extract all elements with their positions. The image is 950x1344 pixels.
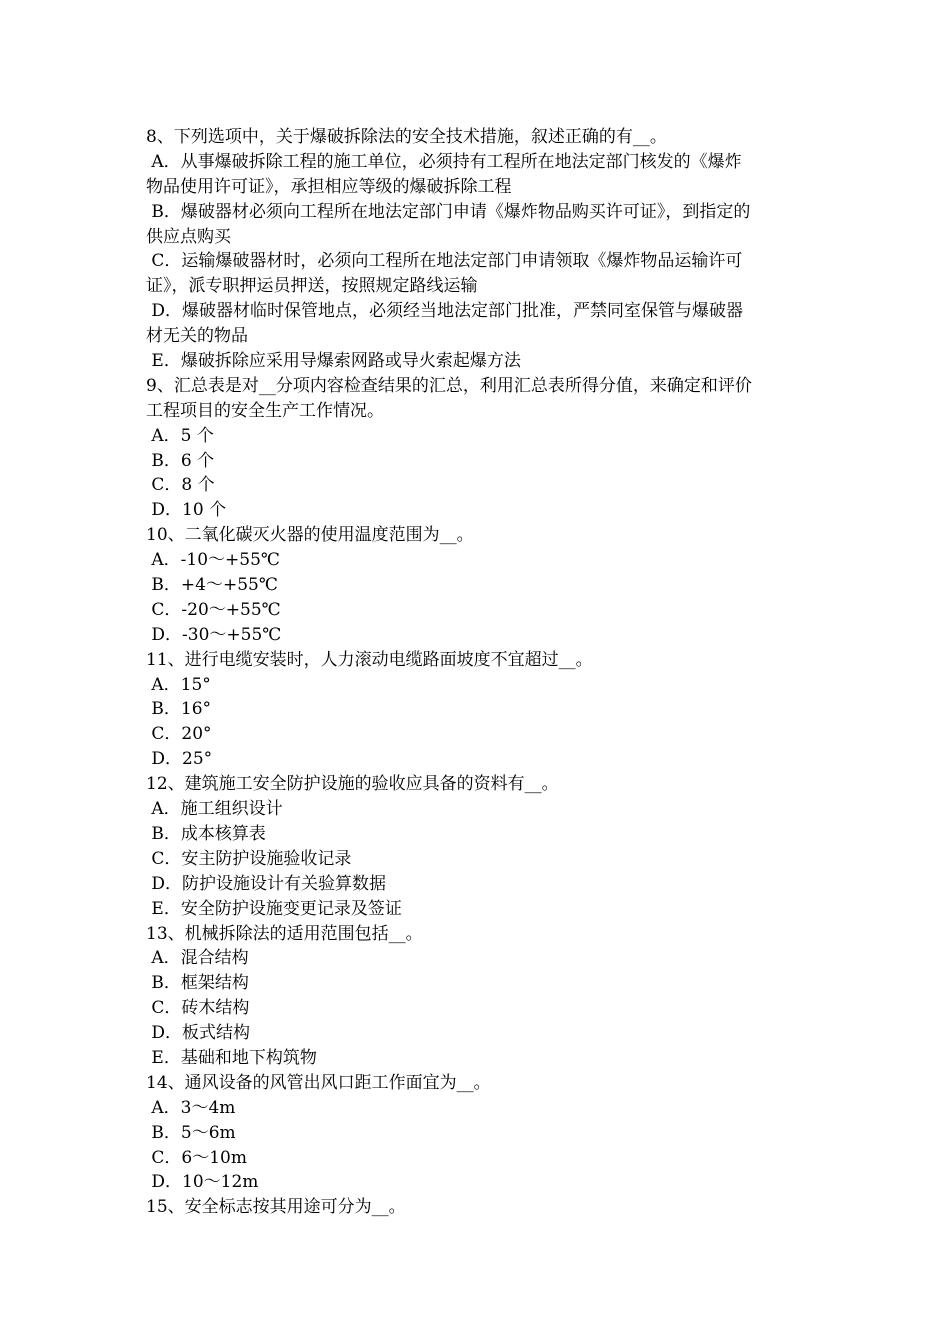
option-8d-cont: 材无关的物品: [146, 326, 248, 347]
question-12-stem: 12、建筑施工安全防护设施的验收应具备的资料有__。: [146, 774, 559, 795]
option-12d: D．防护设施设计有关验算数据: [146, 873, 387, 894]
option-11c: C．20°: [146, 724, 212, 745]
option-14d: D．10～12m: [146, 1172, 259, 1193]
option-8c: C．运输爆破器材时，必须向工程所在地法定部门申请领取《爆炸物品运输许可: [146, 251, 743, 272]
option-9d: D．10 个: [146, 500, 227, 521]
option-10b: B．+4～+55℃: [146, 575, 278, 596]
option-12b: B．成本核算表: [146, 823, 266, 844]
option-11d: D．25°: [146, 749, 213, 770]
option-12c: C．安主防护设施验收记录: [146, 848, 352, 869]
option-13e: E．基础和地下构筑物: [146, 1047, 317, 1068]
option-8a-cont: 物品使用许可证》，承担相应等级的爆破拆除工程: [146, 176, 512, 197]
question-9-stem-cont: 工程项目的安全生产工作情况。: [146, 400, 384, 421]
question-15-stem: 15、安全标志按其用途可分为__。: [146, 1197, 406, 1218]
option-8b: B．爆破器材必须向工程所在地法定部门申请《爆炸物品购买许可证》，到指定的: [146, 201, 751, 222]
option-10c: C．-20～+55℃: [146, 599, 281, 620]
option-13b: B．框架结构: [146, 973, 249, 994]
option-14c: C．6～10m: [146, 1147, 247, 1168]
question-9-stem: 9、汇总表是对__分项内容检查结果的汇总，利用汇总表所得分值，来确定和评价: [146, 375, 752, 396]
question-11-stem: 11、进行电缆安装时，人力滚动电缆路面坡度不宜超过__。: [146, 649, 593, 670]
option-13d: D．板式结构: [146, 1023, 251, 1044]
option-13c: C．砖木结构: [146, 998, 250, 1019]
question-10-stem: 10、二氧化碳灭火器的使用温度范围为__。: [146, 525, 474, 546]
option-13a: A．混合结构: [146, 948, 249, 969]
option-11a: A．15°: [146, 674, 211, 695]
question-text-block: [146, 125, 811, 1220]
question-14-stem: 14、通风设备的风管出风口距工作面宜为__。: [146, 1072, 491, 1093]
option-9b: B．6 个: [146, 450, 215, 471]
option-9a: A．5 个: [146, 425, 214, 446]
option-14a: A．3～4m: [146, 1097, 236, 1118]
option-10a: A．-10～+55℃: [146, 550, 280, 571]
option-8d: D．爆破器材临时保管地点，必须经当地法定部门批准，严禁同室保管与爆破器: [146, 301, 744, 322]
option-8a: A．从事爆破拆除工程的施工单位，必须持有工程所在地法定部门核发的《爆炸: [146, 151, 742, 172]
option-8b-cont: 供应点购买: [146, 226, 231, 247]
option-8c-cont: 证》，派专职押运员押送，按照规定路线运输: [146, 276, 478, 297]
option-10d: D．-30～+55℃: [146, 624, 282, 645]
option-11b: B．16°: [146, 699, 212, 720]
question-8-stem: 8、下列选项中，关于爆破拆除法的安全技术措施，叙述正确的有__。: [146, 127, 667, 147]
option-9c: C．8 个: [146, 475, 215, 496]
option-14b: B．5～6m: [146, 1122, 236, 1143]
option-12e: E．安全防护设施变更记录及签证: [146, 898, 402, 919]
option-8e: E．爆破拆除应采用导爆索网路或导火索起爆方法: [146, 351, 521, 372]
option-12a: A．施工组织设计: [146, 799, 283, 820]
question-13-stem: 13、机械拆除法的适用范围包括__。: [146, 923, 423, 944]
